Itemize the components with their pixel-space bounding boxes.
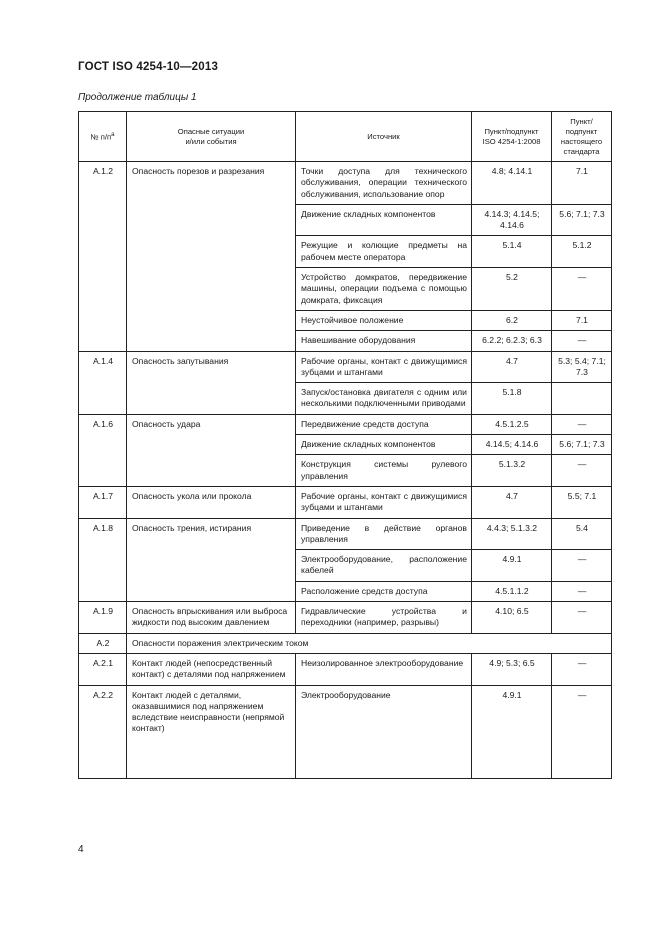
- table-row: [79, 351, 612, 383]
- section-row: [79, 633, 612, 653]
- hazard-source: Неизолированное электрооборудование: [296, 653, 472, 685]
- standard-reference: [552, 383, 612, 415]
- hazard-source: Расположение средств доступа: [296, 581, 472, 601]
- iso-reference: 5.1.3.2: [472, 455, 552, 487]
- hazard-source: Гидравлические устройства и переходники (например, разрывы): [296, 602, 472, 634]
- standard-reference: 5.6; 7.1; 7.3: [552, 435, 612, 455]
- header-std-ref: Пункт/ подпункт настоящего стандарта: [552, 112, 612, 162]
- hazard-source: Неустойчивое положение: [296, 310, 472, 330]
- standard-reference: 5.1.2: [552, 236, 612, 268]
- hazard-description: Контакт людей (непосредственный контакт) с деталями под напряжением: [127, 653, 296, 685]
- iso-reference: 4.5.1.2.5: [472, 414, 552, 434]
- iso-reference: 5.1.8: [472, 383, 552, 415]
- item-number: A.2.2: [79, 685, 127, 778]
- iso-reference: 4.9; 5.3; 6.5: [472, 653, 552, 685]
- table-body: [79, 162, 612, 779]
- table-row: [79, 162, 612, 205]
- hazard-description: Опасность впрыскивания или выброса жидкости под высоким давлением: [127, 602, 296, 634]
- hazard-source: Приведение в действие органов управления: [296, 518, 472, 550]
- header-iso-ref: Пункт/подпункт ISO 4254-1:2008: [472, 112, 552, 162]
- standard-reference: —: [552, 653, 612, 685]
- iso-reference: 4.10; 6.5: [472, 602, 552, 634]
- hazard-source: Запуск/остановка двигателя с одним или несколькими подключенными приводами: [296, 383, 472, 415]
- item-number: A.2.1: [79, 653, 127, 685]
- hazard-source: Режущие и колющие предметы на рабочем месте оператора: [296, 236, 472, 268]
- hazard-description: Опасность укола или прокола: [127, 486, 296, 518]
- hazard-description: Опасность порезов и разрезания: [127, 162, 296, 352]
- section-title: Опасности поражения электрическим током: [127, 633, 612, 653]
- standard-reference: —: [552, 331, 612, 351]
- header-num: № $п/п^a$: [79, 112, 127, 162]
- item-number: A.1.9: [79, 602, 127, 634]
- iso-reference: 4.9.1: [472, 550, 552, 582]
- hazard-source: Движение складных компонентов: [296, 204, 472, 236]
- hazard-source: Передвижение средств доступа: [296, 414, 472, 434]
- item-number: A.1.2: [79, 162, 127, 352]
- hazard-source: Точки доступа для технического обслуживания, операции технического обслуживания, использование опор: [296, 162, 472, 205]
- standard-reference: 7.1: [552, 162, 612, 205]
- hazard-source: Электрооборудование, расположение кабелей: [296, 550, 472, 582]
- hazard-description: Опасность удара: [127, 414, 296, 486]
- section-number: A.2: [79, 633, 127, 653]
- standard-reference: —: [552, 414, 612, 434]
- hazard-source: Электрооборудование: [296, 685, 472, 778]
- hazard-source: Рабочие органы, контакт с движущимися зубцами и штангами: [296, 351, 472, 383]
- iso-reference: 6.2: [472, 310, 552, 330]
- iso-reference: 4.8; 4.14.1: [472, 162, 552, 205]
- iso-reference: 5.1.4: [472, 236, 552, 268]
- hazard-source: Движение складных компонентов: [296, 435, 472, 455]
- standard-reference: 5.4: [552, 518, 612, 550]
- hazard-source: Навешивание оборудования: [296, 331, 472, 351]
- table-row: [79, 602, 612, 634]
- header-hazard: Опасные ситуации и/или события: [127, 112, 296, 162]
- standard-reference: 5.6; 7.1; 7.3: [552, 204, 612, 236]
- page-number: 4: [78, 844, 84, 855]
- standard-reference: 5.3; 5.4; 7.1; 7.3: [552, 351, 612, 383]
- item-number: A.1.8: [79, 518, 127, 601]
- standard-reference: —: [552, 550, 612, 582]
- item-number: A.1.4: [79, 351, 127, 414]
- standard-reference: —: [552, 602, 612, 634]
- standard-reference: —: [552, 581, 612, 601]
- table-row: [79, 414, 612, 434]
- hazard-source: Устройство домкратов, передвижение машины, операции подъема с помощью домкрата, фиксация: [296, 268, 472, 311]
- hazard-source: Конструкция системы рулевого управления: [296, 455, 472, 487]
- iso-reference: 4.9.1: [472, 685, 552, 778]
- iso-reference: 4.7: [472, 351, 552, 383]
- standard-reference: —: [552, 268, 612, 311]
- iso-reference: 4.14.5; 4.14.6: [472, 435, 552, 455]
- iso-reference: 6.2.2; 6.2.3; 6.3: [472, 331, 552, 351]
- table-caption: Продолжение таблицы 1: [78, 92, 197, 103]
- hazard-description: Опасность запутывания: [127, 351, 296, 414]
- table-row: [79, 653, 612, 685]
- table-row: [79, 486, 612, 518]
- table-row: [79, 518, 612, 550]
- item-number: A.1.6: [79, 414, 127, 486]
- standard-reference: —: [552, 685, 612, 778]
- header-source: Источник: [296, 112, 472, 162]
- item-number: A.1.7: [79, 486, 127, 518]
- standard-reference: —: [552, 455, 612, 487]
- standard-reference: 7.1: [552, 310, 612, 330]
- document-code: ГОСТ ISO 4254-10—2013: [78, 61, 219, 73]
- standard-reference: 5.5; 7.1: [552, 486, 612, 518]
- hazard-source: Рабочие органы, контакт с движущимися зубцами и штангами: [296, 486, 472, 518]
- hazard-description: Контакт людей с деталями, оказавшимися под напряжением вследствие неисправности (непрямой контакт): [127, 685, 296, 778]
- iso-reference: 4.7: [472, 486, 552, 518]
- iso-reference: 4.14.3; 4.14.5; 4.14.6: [472, 204, 552, 236]
- iso-reference: 5.2: [472, 268, 552, 311]
- table-header-row: [79, 112, 612, 162]
- iso-reference: 4.4.3; 5.1.3.2: [472, 518, 552, 550]
- hazards-table: [78, 111, 612, 779]
- table-row: [79, 685, 612, 778]
- hazard-description: Опасность трения, истирания: [127, 518, 296, 601]
- iso-reference: 4.5.1.1.2: [472, 581, 552, 601]
